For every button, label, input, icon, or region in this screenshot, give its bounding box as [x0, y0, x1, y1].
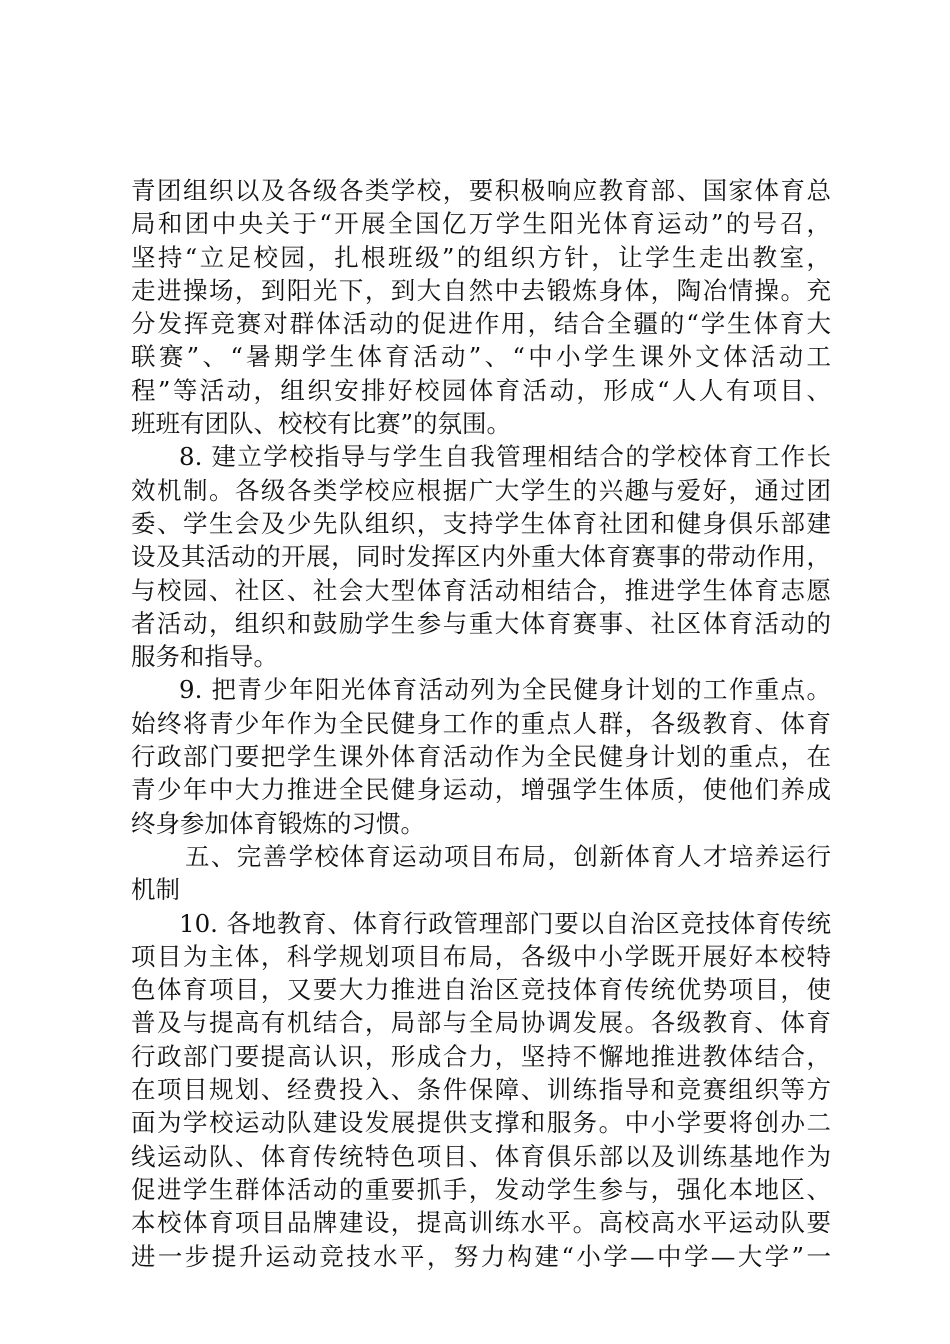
text-line: 与校园、社区、社会大型体育活动相结合，推进学生体育志愿 — [131, 575, 831, 605]
text-line: 程”等活动，组织安排好校园体育活动，形成“人人有项目、 — [131, 375, 831, 405]
text-line: 行政部门要提高认识，形成合力，坚持不懈地推进教体结合， — [131, 1041, 831, 1071]
text-line: 设及其活动的开展，同时发挥区内外重大体育赛事的带动作用， — [131, 542, 831, 572]
text-line: 班班有团队、校校有比赛”的氛围。 — [131, 409, 512, 439]
text-line: 坚持“立足校园，扎根班级”的组织方针，让学生走出教室， — [131, 242, 831, 272]
paragraph-9-first-line: 9. 把青少年阳光体育活动列为全民健身计划的工作重点。 — [179, 675, 831, 705]
text-line: 普及与提高有机结合，局部与全局协调发展。各级教育、体育 — [131, 1008, 831, 1038]
text-line: 青少年中大力推进全民健身运动，增强学生体质，使他们养成 — [131, 775, 831, 805]
text-line: 委、学生会及少先队组织，支持学生体育社团和健身俱乐部建 — [131, 508, 831, 538]
text-line: 始终将青少年作为全民健身工作的重点人群，各级教育、体育 — [131, 708, 831, 738]
text-line: 色体育项目，又要大力推进自治区竞技体育传统优势项目，使 — [131, 975, 831, 1005]
text-line: 本校体育项目品牌建设，提高训练水平。高校高水平运动队要 — [131, 1208, 831, 1238]
section-heading-continued: 机制 — [131, 875, 180, 905]
text-line: 促进学生群体活动的重要抓手，发动学生参与，强化本地区、 — [131, 1174, 831, 1204]
text-line: 面为学校运动队建设发展提供支撑和服务。中小学要将创办二 — [131, 1108, 831, 1138]
text-line: 效机制。各级各类学校应根据广大学生的兴趣与爱好，通过团 — [131, 475, 831, 505]
text-line: 者活动，组织和鼓励学生参与重大体育赛事、社区体育活动的 — [131, 608, 831, 638]
text-line: 服务和指导。 — [131, 642, 278, 672]
text-line: 走进操场，到阳光下，到大自然中去锻炼身体，陶冶情操。充 — [131, 275, 831, 305]
text-line: 行政部门要把学生课外体育活动作为全民健身计划的重点，在 — [131, 742, 831, 772]
paragraph-8-first-line: 8. 建立学校指导与学生自我管理相结合的学校体育工作长 — [179, 442, 831, 472]
text-line: 在项目规划、经费投入、条件保障、训练指导和竞赛组织等方 — [131, 1075, 831, 1105]
document-body — [131, 174, 831, 1273]
text-line: 分发挥竞赛对群体活动的促进作用，结合全疆的“学生体育大 — [131, 309, 831, 339]
text-line: 联赛”、“暑期学生体育活动”、“中小学生课外文体活动工 — [131, 342, 831, 372]
text-line: 线运动队、体育传统特色项目、体育俱乐部以及训练基地作为 — [131, 1141, 831, 1171]
section-heading: 五、完善学校体育运动项目布局，创新体育人才培养运行 — [185, 841, 831, 871]
text-line: 进一步提升运动竞技水平，努力构建“小学—中学—大学”一 — [131, 1241, 831, 1271]
text-line: 局和团中央关于“开展全国亿万学生阳光体育运动”的号召， — [131, 209, 831, 239]
text-line: 项目为主体，科学规划项目布局，各级中小学既开展好本校特 — [131, 941, 831, 971]
text-line: 青团组织以及各级各类学校，要积极响应教育部、国家体育总 — [131, 176, 831, 205]
text-line: 终身参加体育锻炼的习惯。 — [131, 808, 425, 838]
paragraph-10-first-line: 10. 各地教育、体育行政管理部门要以自治区竞技体育传统 — [179, 908, 831, 938]
